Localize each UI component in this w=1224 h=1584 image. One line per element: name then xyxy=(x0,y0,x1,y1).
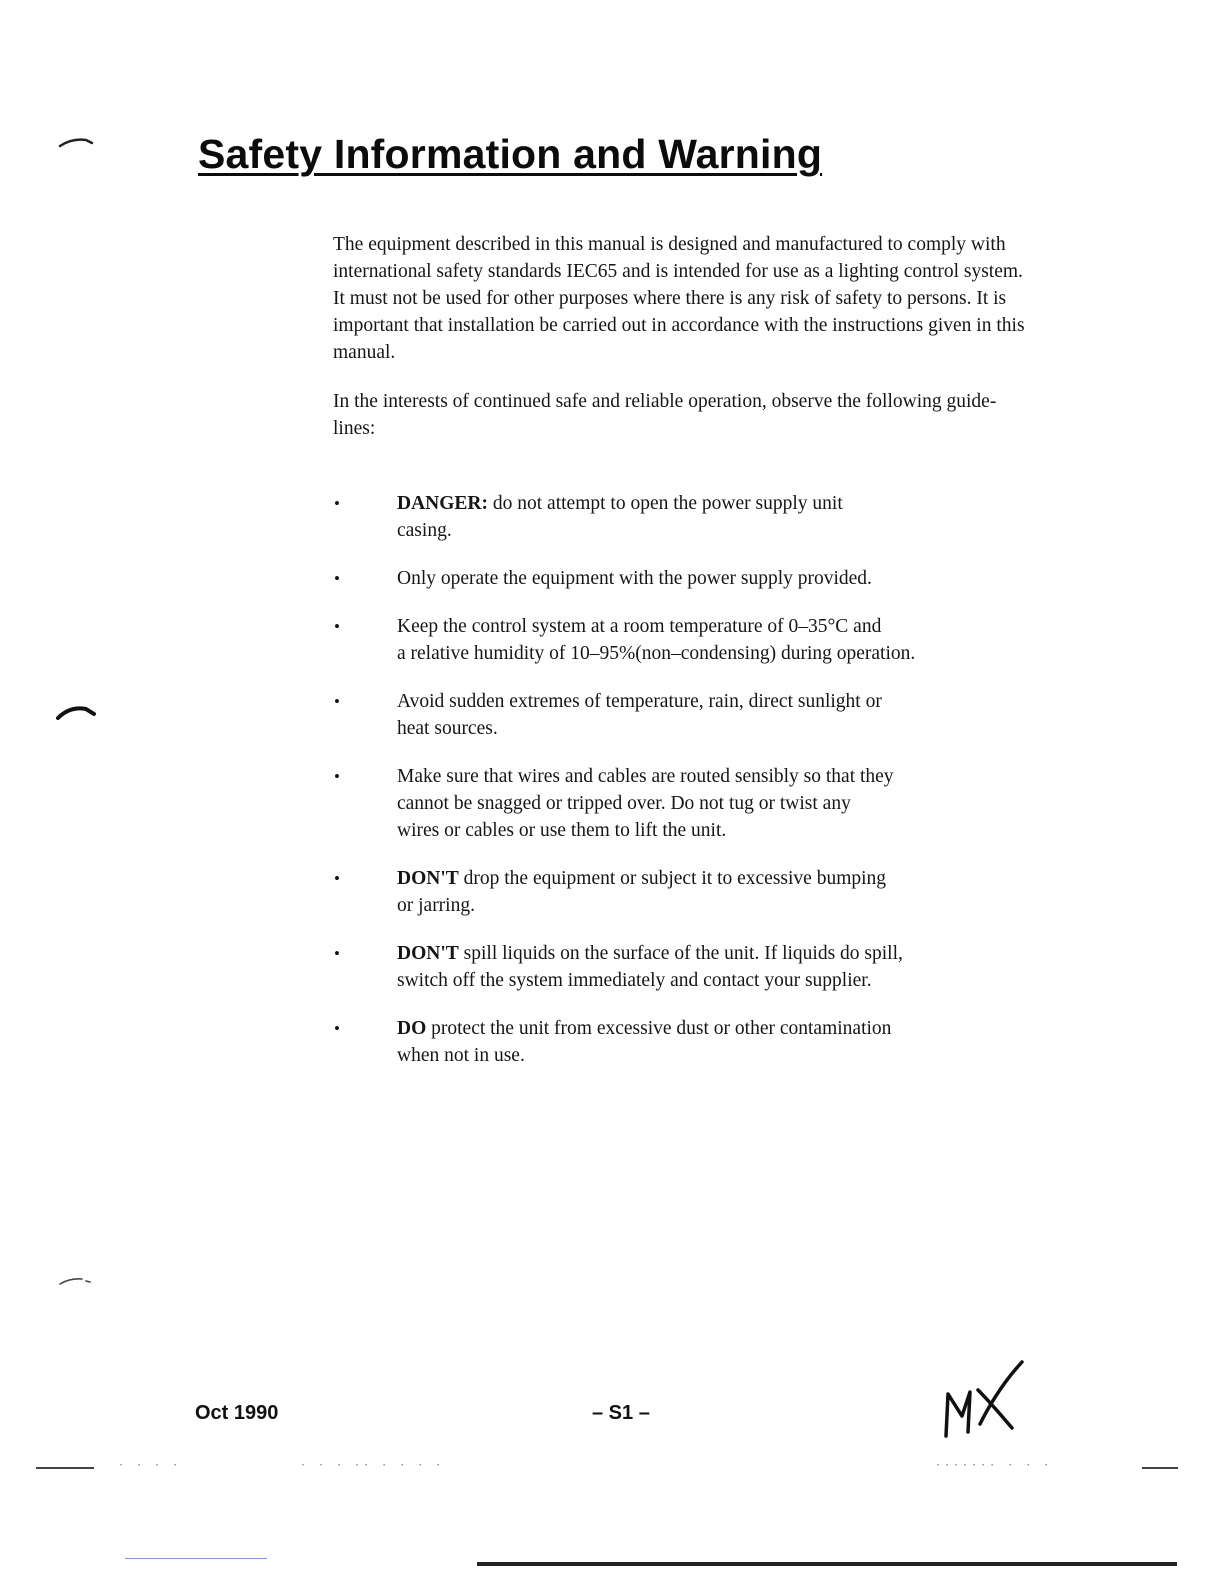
scan-edge-line xyxy=(125,1558,267,1559)
punch-mark-icon xyxy=(58,136,94,148)
bullet-icon: • xyxy=(334,767,340,786)
guideline-lead: DO xyxy=(397,1018,427,1039)
safety-guidelines-list xyxy=(332,490,1032,1069)
guideline-text: Make sure that wires and cables are routed sensibly so that they cannot be snagged or tripped over. Do not tug or twist any wires or cables or use them to lift the unit. xyxy=(397,766,894,841)
signature-mx xyxy=(938,1358,1030,1442)
bullet-icon: • xyxy=(334,1019,340,1038)
scan-edge-line xyxy=(477,1562,1177,1566)
scan-edge-line xyxy=(36,1467,94,1469)
guidelines-intro: In the interests of continued safe and reliable operation, observe the following guide-lines: xyxy=(333,391,997,439)
scan-edge-line xyxy=(1142,1467,1178,1469)
guideline-text: drop the equipment or subject it to excessive bumping or jarring. xyxy=(397,868,887,916)
punch-mark-icon xyxy=(56,704,96,720)
scan-noise: ······· · · · xyxy=(935,1460,1053,1471)
guideline-text: Avoid sudden extremes of temperature, rain, direct sunlight or heat sources. xyxy=(397,691,882,739)
guideline-temperature-humidity xyxy=(332,613,1032,688)
guideline-lead: DANGER: xyxy=(397,493,488,514)
guideline-cables xyxy=(332,763,1032,865)
bullet-icon: • xyxy=(334,617,340,636)
punch-mark-icon xyxy=(58,1274,92,1286)
guideline-lead: DON'T xyxy=(397,868,459,889)
guideline-text: protect the unit from excessive dust or other contamination when not in use. xyxy=(397,1018,892,1066)
guideline-dont-spill xyxy=(332,940,1032,1015)
guideline-dont-drop xyxy=(332,865,1032,940)
guideline-extremes xyxy=(332,688,1032,763)
guideline-power-supply xyxy=(332,565,1032,613)
guideline-text: Only operate the equipment with the power supply provided. xyxy=(397,568,872,589)
guideline-text: spill liquids on the surface of the unit. If liquids do spill, switch off the system immediately and contact your supplier. xyxy=(397,943,903,991)
guideline-lead: DON'T xyxy=(397,943,459,964)
scan-noise: · · · ·· · · · · xyxy=(300,1460,445,1471)
bullet-icon: • xyxy=(334,944,340,963)
bullet-icon: • xyxy=(334,569,340,588)
guideline-text: do not attempt to open the power supply unit casing. xyxy=(397,493,843,541)
page-title: Safety Information and Warning xyxy=(198,131,823,177)
bullet-icon: • xyxy=(334,692,340,711)
page-number: – S1 – xyxy=(592,1402,650,1424)
bullet-icon: • xyxy=(334,869,340,888)
guideline-dust xyxy=(332,1015,1032,1069)
bullet-icon: • xyxy=(334,494,340,513)
footer-date: Oct 1990 xyxy=(195,1402,279,1424)
scan-noise: · · · · xyxy=(118,1460,182,1471)
guideline-danger-psu xyxy=(332,490,1032,565)
intro-paragraph: The equipment described in this manual is designed and manufactured to comply with international safety standards IEC65 and is intended for use as a lighting control system. It must not be used for other purposes where there is any risk of safety to persons. It is important that installation be carried out in accordance with the instructions given in this manual. xyxy=(333,234,1025,363)
guideline-text: Keep the control system at a room temperature of 0–35°C and a relative humidity of 10–95%(non–condensing) during operation. xyxy=(397,616,916,664)
